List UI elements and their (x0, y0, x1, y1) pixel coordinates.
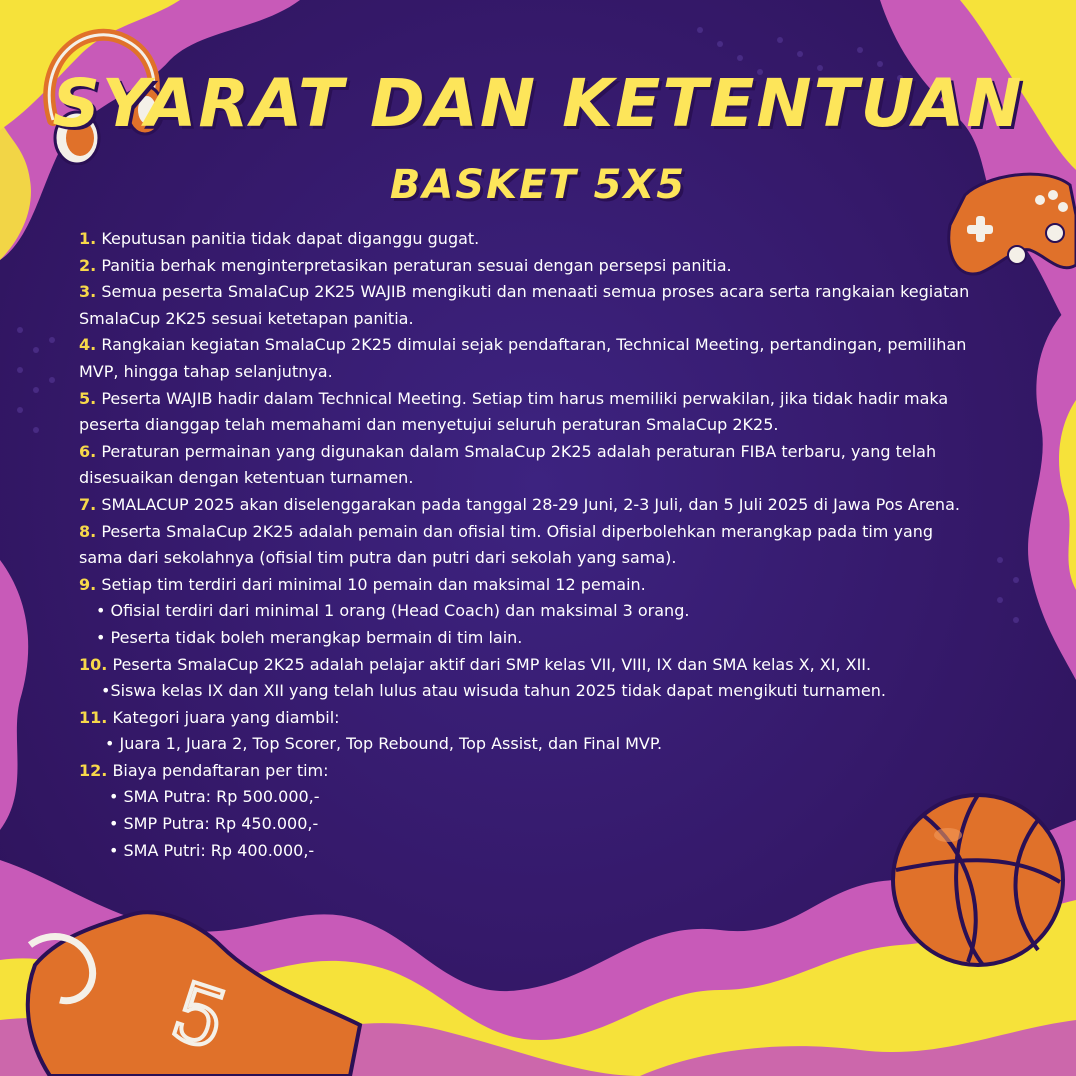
rule-subitem: •Siswa kelas IX dan XII yang telah lulus atau wisuda tahun 2025 tidak dapat mengikuti turnamen. (101, 681, 886, 701)
rule-text: SMALACUP 2025 akan diselenggarakan pada tanggal 28-29 Juni, 2-3 Juli, dan 5 Juli 2025 di Jawa Pos Arena. (101, 494, 960, 514)
rule-item (79, 652, 979, 705)
rule-number: 5. (79, 388, 97, 408)
rule-number: 12. (79, 760, 108, 780)
rule-item (79, 572, 979, 652)
rule-item (79, 519, 979, 572)
rule-number: 11. (79, 707, 108, 727)
rule-number: 3. (79, 282, 97, 302)
rule-text: Peraturan permainan yang digunakan dalam SmalaCup 2K25 adalah peraturan FIBA terbaru, yang telah disesuaikan dengan ketentuan turnamen. (79, 441, 937, 488)
rule-item (79, 332, 979, 385)
rule-number: 2. (79, 255, 97, 275)
rule-item (79, 386, 979, 439)
rule-subitem: • Peserta tidak boleh merangkap bermain di tim lain. (96, 627, 523, 647)
rule-item (79, 226, 979, 253)
rule-number: 1. (79, 229, 97, 248)
jersey-number: 5 (161, 964, 239, 1069)
rule-text: Biaya pendaftaran per tim: (112, 760, 329, 780)
rule-number: 7. (79, 494, 97, 514)
fee-sma-putri: • SMA Putri: Rp 400.000,- (109, 840, 315, 860)
rule-item (79, 705, 979, 758)
rule-subitem: • Ofisial terdiri dari minimal 1 orang (Head Coach) dan maksimal 3 orang. (96, 601, 690, 621)
rule-item (79, 492, 979, 519)
rule-text: Setiap tim terdiri dari minimal 10 pemain dan maksimal 12 pemain. (101, 574, 646, 594)
rule-text: Rangkaian kegiatan SmalaCup 2K25 dimulai sejak pendaftaran, Technical Meeting, pertandingan, pemilihan MVP, hingga tahap selanjutnya. (79, 335, 967, 381)
rule-text: Panitia berhak menginterpretasikan peraturan sesuai dengan persepsi panitia. (101, 255, 732, 275)
rule-number: 8. (79, 521, 97, 541)
rule-text: Semua peserta SmalaCup 2K25 WAJIB mengikuti dan menaati semua proses acara serta rangkaian kegiatan SmalaCup 2K25 sesuai ketetapan panitia. (79, 282, 970, 328)
jersey-icon (20, 905, 370, 1076)
fee-smp-putra: • SMP Putra: Rp 450.000,- (109, 814, 319, 834)
rule-number: 6. (79, 441, 97, 461)
rule-number: 10. (79, 654, 108, 674)
rule-number: 4. (79, 335, 97, 355)
rule-text: Keputusan panitia tidak dapat diganggu gugat. (101, 229, 480, 248)
rule-item (79, 253, 979, 280)
rule-text: Peserta SmalaCup 2K25 adalah pelajar aktif dari SMP kelas VII, VIII, IX dan SMA kelas X, XI, XII. (112, 654, 872, 674)
rule-item (79, 758, 979, 864)
rule-number: 9. (79, 574, 97, 594)
rule-item (79, 439, 979, 492)
rule-text: Peserta SmalaCup 2K25 adalah pemain dan ofisial tim. Ofisial diperbolehkan merangkap pada tim yang sama dari sekolahnya (ofisial tim putra dan putri dari sekolah yang sama). (79, 521, 934, 568)
rule-item (79, 279, 979, 332)
rule-subitem: • Juara 1, Juara 2, Top Scorer, Top Rebound, Top Assist, dan Final MVP. (105, 734, 663, 754)
page-title: SYARAT DAN KETENTUAN (52, 65, 1024, 142)
rule-text: Kategori juara yang diambil: (112, 707, 340, 727)
rules-list (79, 226, 979, 864)
fee-sma-putra: • SMA Putra: Rp 500.000,- (109, 787, 320, 807)
page-subtitle: BASKET 5X5 (389, 162, 687, 208)
rule-text: Peserta WAJIB hadir dalam Technical Meeting. Setiap tim harus memiliki perwakilan, jika tidak hadir maka peserta dianggap telah memahami dan menyetujui seluruh peraturan SmalaCup 2K25. (79, 388, 949, 435)
